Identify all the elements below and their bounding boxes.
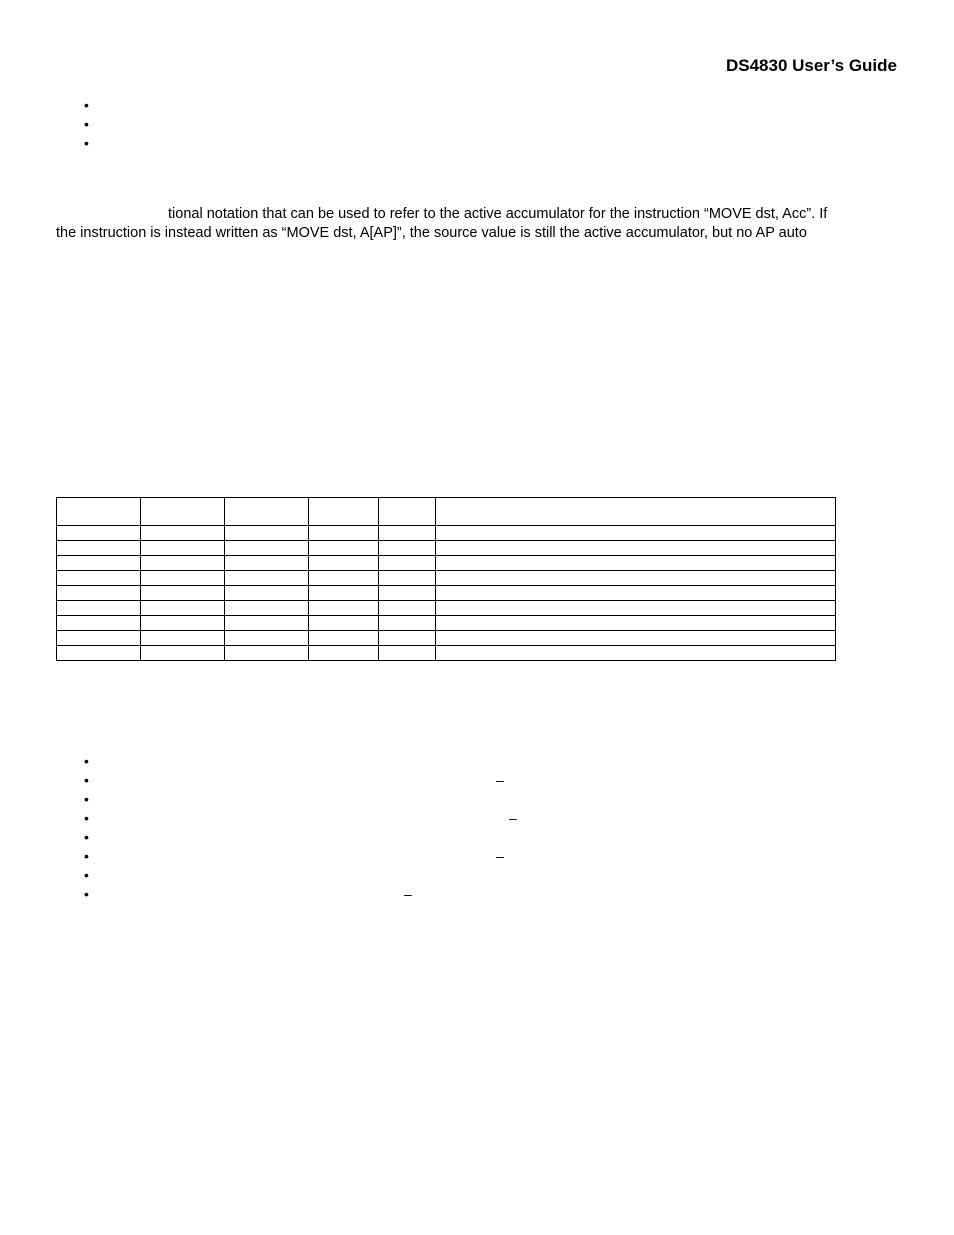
table-cell (309, 498, 379, 526)
table-cell (309, 616, 379, 631)
table-row (57, 541, 836, 556)
table-cell (436, 616, 836, 631)
table-cell (141, 586, 225, 601)
table-cell (141, 631, 225, 646)
dash-text: – (496, 772, 504, 788)
table-cell (141, 616, 225, 631)
paragraph-line-2: the instruction is instead written as “MOVE dst, A[AP]”, the source value is still the active accumulator, but no AP auto (56, 225, 807, 241)
table-cell (225, 601, 309, 616)
table-cell (436, 526, 836, 541)
table-cell (225, 586, 309, 601)
table-cell (309, 586, 379, 601)
table-cell (57, 498, 141, 526)
page-header-title: DS4830 User’s Guide (725, 56, 897, 75)
bullet-icon: • (84, 772, 89, 788)
bullet-icon: • (84, 848, 89, 864)
table-cell (436, 571, 836, 586)
table-cell (225, 526, 309, 541)
bullet-icon: • (84, 886, 89, 902)
bullet-icon: • (84, 135, 89, 151)
table-row (57, 526, 836, 541)
table-cell (436, 498, 836, 526)
dash-text: – (509, 810, 517, 826)
register-table (56, 497, 836, 661)
table-cell (57, 571, 141, 586)
table-cell (309, 526, 379, 541)
dash-text: – (404, 886, 412, 902)
table-cell (379, 616, 436, 631)
dash-text: – (496, 848, 504, 864)
bullet-icon: • (84, 116, 89, 132)
table-cell (379, 571, 436, 586)
table-cell (141, 601, 225, 616)
table-cell (57, 601, 141, 616)
bullet-icon: • (84, 791, 89, 807)
table-row (57, 631, 836, 646)
table-cell (225, 556, 309, 571)
table-cell (141, 556, 225, 571)
table-cell (379, 631, 436, 646)
table-cell (141, 498, 225, 526)
bullet-icon: • (84, 867, 89, 883)
table-row (57, 571, 836, 586)
table-cell (379, 556, 436, 571)
table-cell (225, 631, 309, 646)
table-cell (225, 646, 309, 661)
table-cell (141, 541, 225, 556)
table-cell (309, 556, 379, 571)
bullet-icon: • (84, 810, 89, 826)
table-cell (436, 631, 836, 646)
table-cell (379, 586, 436, 601)
table-cell (436, 601, 836, 616)
table-cell (436, 586, 836, 601)
table-cell (379, 498, 436, 526)
table-cell (436, 556, 836, 571)
table-cell (309, 631, 379, 646)
table-cell (57, 526, 141, 541)
table-cell (379, 601, 436, 616)
table-cell (225, 541, 309, 556)
table-header-row (57, 498, 836, 526)
bullet-icon: • (84, 753, 89, 769)
table-cell (225, 498, 309, 526)
table-cell (379, 526, 436, 541)
table-cell (141, 646, 225, 661)
paragraph-line-1: tional notation that can be used to refer to the active accumulator for the instruction “MOVE dst, Acc”. If (168, 206, 828, 222)
table-cell (309, 601, 379, 616)
table-cell (57, 586, 141, 601)
table-cell (309, 541, 379, 556)
table-cell (57, 616, 141, 631)
table-cell (57, 556, 141, 571)
table-cell (57, 646, 141, 661)
table-cell (379, 541, 436, 556)
table-row (57, 556, 836, 571)
table-row (57, 601, 836, 616)
table-cell (225, 571, 309, 586)
table-cell (309, 571, 379, 586)
table-cell (309, 646, 379, 661)
table-cell (225, 616, 309, 631)
table-row (57, 616, 836, 631)
table-cell (141, 526, 225, 541)
bullet-icon: • (84, 97, 89, 113)
table-cell (141, 571, 225, 586)
table-row (57, 586, 836, 601)
table-cell (436, 646, 836, 661)
table-cell (436, 541, 836, 556)
table-cell (57, 541, 141, 556)
table-cell (57, 631, 141, 646)
bullet-icon: • (84, 829, 89, 845)
table-row (57, 646, 836, 661)
table-cell (379, 646, 436, 661)
